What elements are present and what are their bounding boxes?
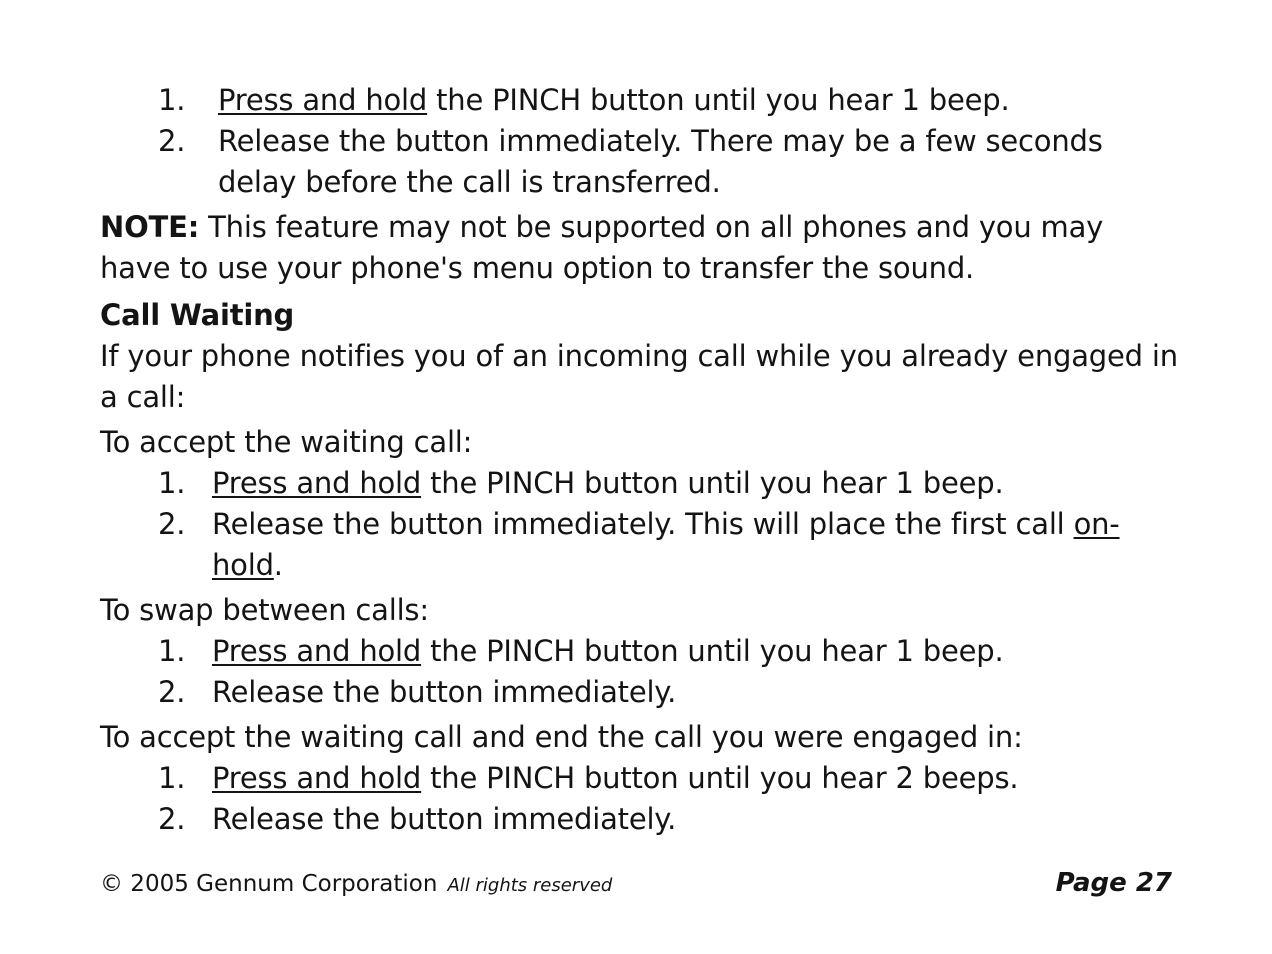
list-item bbox=[100, 463, 1180, 504]
step-text: Release the button immediately. bbox=[212, 675, 677, 709]
press-and-hold-text: Press and hold bbox=[212, 634, 422, 668]
note-paragraph bbox=[100, 207, 1180, 289]
section-intro: If your phone notifies you of an incoming call while you already engaged in a call: bbox=[100, 339, 1178, 414]
list-item bbox=[100, 504, 1180, 586]
step-number: 2. bbox=[158, 507, 186, 541]
press-and-hold-text: Press and hold bbox=[218, 83, 428, 117]
step-number: 1. bbox=[158, 634, 186, 668]
page-footer bbox=[100, 868, 1172, 908]
on-hold-text: on-hold bbox=[212, 507, 1120, 582]
step-number: 2. bbox=[158, 124, 186, 158]
list-item bbox=[100, 758, 1180, 799]
step-text: the PINCH button until you hear 1 beep. bbox=[427, 83, 1010, 117]
step-text: Release the button immediately. There may be a few seconds delay before the call is transferred. bbox=[218, 124, 1103, 199]
step-text: the PINCH button until you hear 1 beep. bbox=[421, 634, 1004, 668]
footer-copyright-block bbox=[100, 871, 612, 897]
step-end: . bbox=[273, 548, 283, 582]
note-label: NOTE: bbox=[100, 210, 200, 244]
accept-end-label: To accept the waiting call and end the call you were engaged in: bbox=[100, 720, 1023, 754]
manual-page bbox=[100, 80, 1180, 840]
step-text: the PINCH button until you hear 1 beep. bbox=[421, 466, 1004, 500]
rights-text: All rights reserved bbox=[447, 875, 613, 896]
press-and-hold-text: Press and hold bbox=[212, 466, 422, 500]
list-item bbox=[100, 121, 1180, 203]
step-number: 1. bbox=[158, 761, 186, 795]
list-item bbox=[100, 672, 1180, 713]
transfer-steps bbox=[100, 80, 1180, 203]
swap-label: To swap between calls: bbox=[100, 593, 429, 627]
step-text: Release the button immediately. bbox=[212, 802, 677, 836]
page-number: Page 27 bbox=[1055, 868, 1172, 898]
list-item bbox=[100, 799, 1180, 840]
section-heading: Call Waiting bbox=[100, 298, 295, 332]
list-item bbox=[100, 631, 1180, 672]
step-number: 1. bbox=[158, 83, 186, 117]
accept-label: To accept the waiting call: bbox=[100, 425, 473, 459]
step-number: 2. bbox=[158, 802, 186, 836]
list-item bbox=[100, 80, 1180, 121]
step-text: the PINCH button until you hear 2 beeps. bbox=[421, 761, 1019, 795]
press-and-hold-text: Press and hold bbox=[212, 761, 422, 795]
step-number: 2. bbox=[158, 675, 186, 709]
note-text: This feature may not be supported on all phones and you may have to use your phone's menu option to transfer the sound. bbox=[100, 210, 1104, 285]
step-number: 1. bbox=[158, 466, 186, 500]
swap-steps bbox=[100, 631, 1180, 713]
accept-steps bbox=[100, 463, 1180, 586]
step-text: Release the button immediately. This will place the first call bbox=[212, 507, 1074, 541]
copyright-text: © 2005 Gennum Corporation bbox=[100, 871, 438, 897]
accept-end-steps bbox=[100, 758, 1180, 840]
